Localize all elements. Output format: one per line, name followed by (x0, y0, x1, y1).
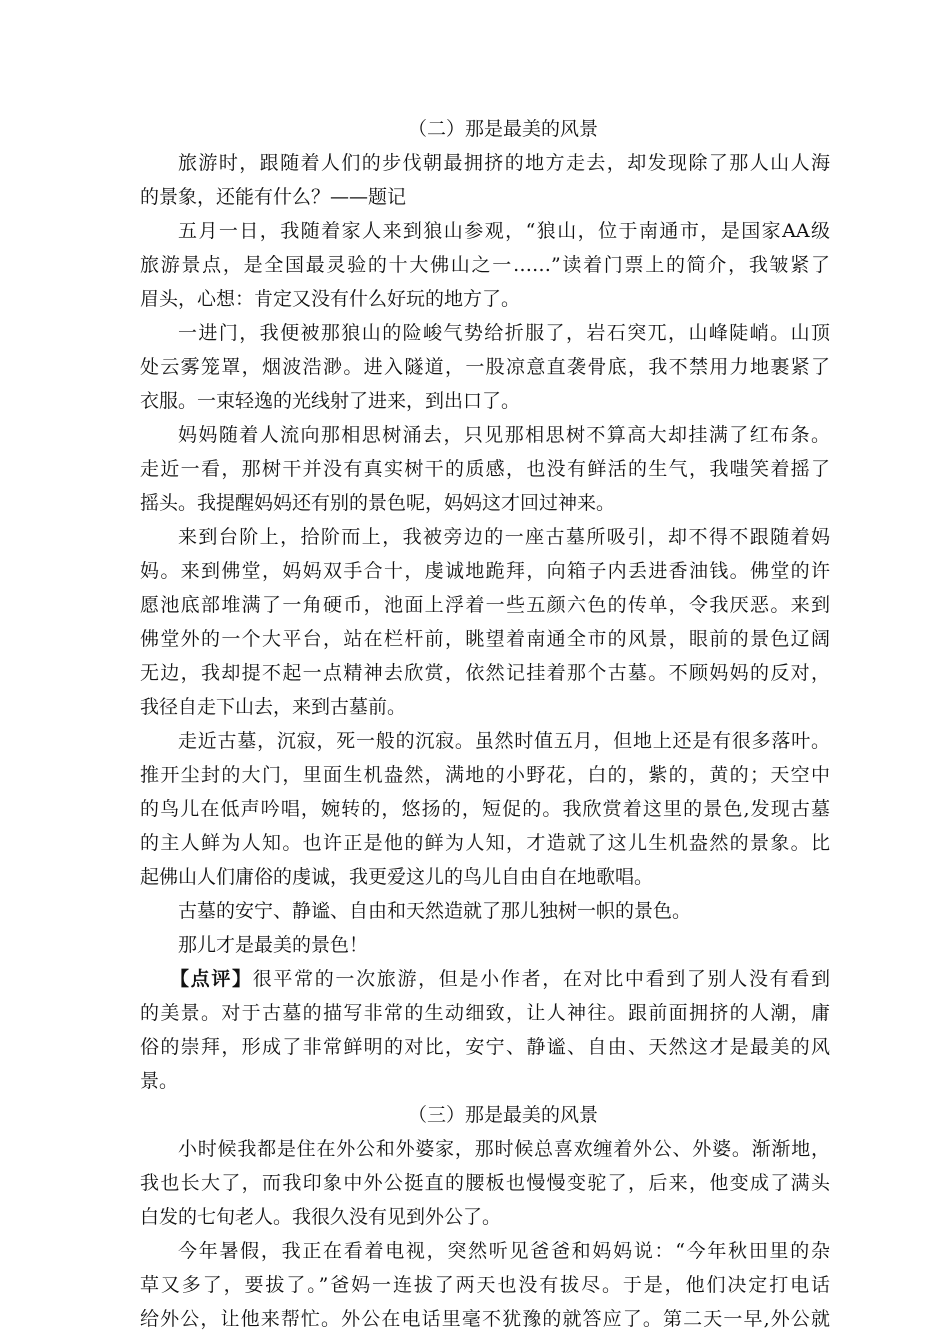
comment-text: 很平常的一次旅游，但是小作者，在对比中看到了别人没有看到 (252, 968, 830, 990)
text-line: 给外公，让他来帮忙。外公在电话里毫不犹豫的就答应了。第二天一早,外公就 (140, 1308, 830, 1330)
text-line: 的景象，还能有什么？——题记 (140, 186, 407, 208)
section2-paragraph-5 (140, 520, 830, 724)
section3-paragraph-1 (140, 1132, 830, 1234)
comment-first-line (140, 962, 830, 996)
text-line: 古墓的安宁、静谧、自由和天然造就了那儿独树一帜的景色。 (178, 900, 692, 922)
text-line: 走近一看，那树干并没有真实树干的质感，也没有鲜活的生气，我嗤笑着摇了 (140, 458, 830, 480)
comment-tag: 【点评】 (170, 968, 253, 990)
section2-paragraph-4 (140, 418, 830, 520)
section2-paragraph-1 (140, 146, 830, 214)
text-line: 白发的七旬老人。我很久没有见到外公了。 (140, 1206, 502, 1228)
text-line: 眉头，心想：肯定又没有什么好玩的地方了。 (140, 288, 521, 310)
text-line: 俗的崇拜，形成了非常鲜明的对比，安宁、静谧、自由、天然这才是最美的风 (140, 1036, 830, 1058)
text-line: 景。 (140, 1070, 179, 1092)
text-line: 小时候我都是住在外公和外婆家，那时候总喜欢缠着外公、外婆。渐渐地， (178, 1138, 830, 1160)
text-line: 的主人鲜为人知。也许正是他的鲜为人知，才造就了这儿生机盎然的景象。比 (140, 832, 830, 854)
section2-title: （二）那是最美的风景 (407, 118, 598, 140)
section2-comment (140, 962, 830, 1098)
text-line: 旅游时，跟随着人们的步伐朝最拥挤的地方走去，却发现除了那人山人海 (178, 152, 830, 174)
text-line: 的鸟儿在低声吟唱，婉转的，悠扬的，短促的。我欣赏着这里的景色,发现古墓 (140, 798, 830, 820)
text-line: 今年暑假，我正在看着电视，突然听见爸爸和妈妈说：“今年秋田里的杂 (178, 1240, 830, 1262)
section3-title: （三）那是最美的风景 (407, 1104, 598, 1126)
text-line: 走近古墓，沉寂，死一般的沉寂。虽然时值五月，但地上还是有很多落叶。 (178, 730, 830, 752)
text-line: 妈。来到佛堂，妈妈双手合十，虔诚地跪拜，向箱子内丢进香油钱。佛堂的许 (140, 560, 830, 582)
text-line: 愿池底部堆满了一角硬币，池面上浮着一些五颜六色的传单，令我厌恶。来到 (140, 594, 830, 616)
text-line: 摇头。我提醒妈妈还有别的景色呢，妈妈这才回过神来。 (140, 492, 616, 514)
text-line: 妈妈随着人流向那相思树涌去，只见那相思树不算高大却挂满了红布条。 (178, 424, 830, 446)
text-line: 那儿才是最美的景色！ (178, 934, 369, 956)
text-line: 我径自走下山去，来到古墓前。 (140, 696, 407, 718)
text-line: 旅游景点，是全国最灵验的十大佛山之一……”读着门票上的简介，我皱紧了 (140, 254, 830, 276)
section2-paragraph-7 (140, 894, 830, 928)
section2-paragraph-2 (140, 214, 830, 316)
text-line: 无边，我却提不起一点精神去欣赏，依然记挂着那个古墓。不顾妈妈的反对， (140, 662, 830, 684)
text-line: 五月一日，我随着家人来到狼山参观，“狼山，位于南通市，是国家AA级 (178, 220, 830, 242)
text-line: 衣服。一束轻逸的光线射了进来，到出口了。 (140, 390, 521, 412)
text-line: 推开尘封的大门，里面生机盎然，满地的小野花，白的，紫的，黄的；天空中 (140, 764, 830, 786)
document-content (140, 112, 830, 1336)
text-line: 一进门，我便被那狼山的险峻气势给折服了，岩石突兀，山峰陡峭。山顶 (178, 322, 830, 344)
text-line: 起佛山人们庸俗的虔诚，我更爱这儿的鸟儿自由自在地歌唱。 (140, 866, 654, 888)
section2-paragraph-6 (140, 724, 830, 894)
text-line: 处云雾笼罩，烟波浩渺。进入隧道，一股凉意直袭骨底，我不禁用力地裹紧了 (140, 356, 830, 378)
text-line: 的美景。对于古墓的描写非常的生动细致，让人神往。跟前面拥挤的人潮，庸 (140, 1002, 830, 1024)
section2-paragraph-3 (140, 316, 830, 418)
text-line: 佛堂外的一个大平台，站在栏杆前，眺望着南通全市的风景，眼前的景色辽阔 (140, 628, 830, 650)
text-line: 草又多了，要拔了。”爸妈一连拔了两天也没有拔尽。于是，他们决定打电话 (140, 1274, 830, 1296)
section3-paragraph-2 (140, 1234, 830, 1336)
text-line: 来到台阶上，拾阶而上，我被旁边的一座古墓所吸引，却不得不跟随着妈 (178, 526, 830, 548)
text-line: 我也长大了，而我印象中外公挺直的腰板也慢慢变驼了，后来，他变成了满头 (140, 1172, 830, 1194)
section2-paragraph-8 (140, 928, 830, 962)
